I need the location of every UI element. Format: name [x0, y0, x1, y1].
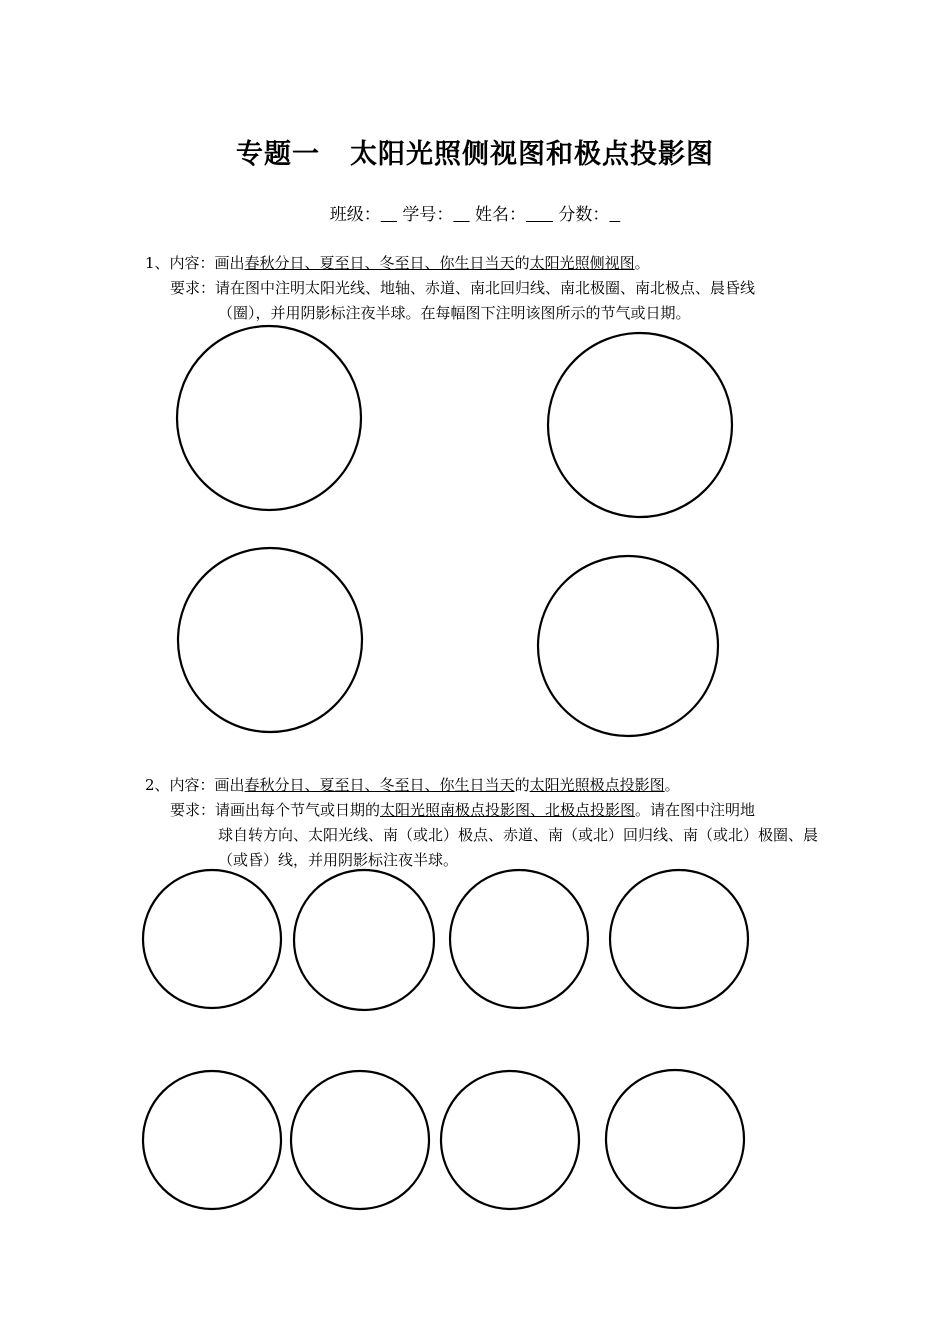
- section1-content-dates: 春秋分日、夏至日、冬至日、你生日当天: [244, 254, 515, 272]
- polar-view-circle-3[interactable]: [450, 870, 588, 1008]
- section1-content-end: 。: [634, 254, 650, 272]
- class-label: 班级：: [329, 205, 381, 225]
- side-view-circle-1[interactable]: [177, 326, 361, 510]
- section2-req-target: 太阳光照南极点投影图、北极点投影图: [380, 801, 636, 819]
- polar-view-circle-1[interactable]: [143, 870, 281, 1008]
- polar-view-circle-7[interactable]: [441, 1071, 579, 1209]
- section2-content-dates: 春秋分日、夏至日、冬至日、你生日当天: [244, 776, 515, 794]
- section2-requirement-line3: （或昏）线，并用阴影标注夜半球。: [218, 851, 459, 869]
- polar-view-circle-2[interactable]: [294, 870, 434, 1010]
- section2-content-end: 。: [664, 776, 680, 794]
- polar-view-circle-8[interactable]: [606, 1070, 744, 1208]
- score-label: 分数：: [553, 205, 610, 225]
- polar-view-circle-6[interactable]: [291, 1071, 429, 1209]
- polar-view-circle-5[interactable]: [143, 1071, 281, 1209]
- name-label: 姓名：: [469, 205, 526, 225]
- section1-content-target: 太阳光照侧视图: [529, 254, 635, 272]
- title-part2: 太阳光照侧视图和极点投影图: [350, 139, 714, 170]
- section1-requirement-line2: （圈），并用阴影标注夜半球。在每幅图下注明该图所示的节气或日期。: [218, 304, 691, 322]
- section2-content-target: 太阳光照极点投影图: [529, 776, 665, 794]
- section2-content-mid: 的: [514, 776, 530, 794]
- section2-requirement-line2: 球自转方向、太阳光线、南（或北）极点、赤道、南（或北）回归线、南（或北）极圈、晨: [218, 826, 819, 844]
- polar-view-circle-4[interactable]: [610, 870, 748, 1008]
- id-label: 学号：: [396, 205, 454, 225]
- section1-requirement-line1: 要求：请在图中注明太阳光线、地轴、赤道、南北回归线、南北极圈、南北极点、晨昏线: [170, 279, 756, 297]
- title-part1: 专题一: [236, 139, 320, 170]
- section1-content-prefix: 1、内容：画出: [145, 254, 245, 272]
- side-view-circle-3[interactable]: [178, 548, 362, 732]
- side-view-circle-4[interactable]: [538, 556, 718, 736]
- section2-req-prefix: 要求：请画出每个节气或日期的: [170, 801, 381, 819]
- section2-content-prefix: 2、内容：画出: [145, 776, 245, 794]
- section1-content-mid: 的: [514, 254, 530, 272]
- section2-req-rest: 。请在图中注明地: [635, 801, 756, 819]
- side-view-circle-2[interactable]: [548, 333, 732, 517]
